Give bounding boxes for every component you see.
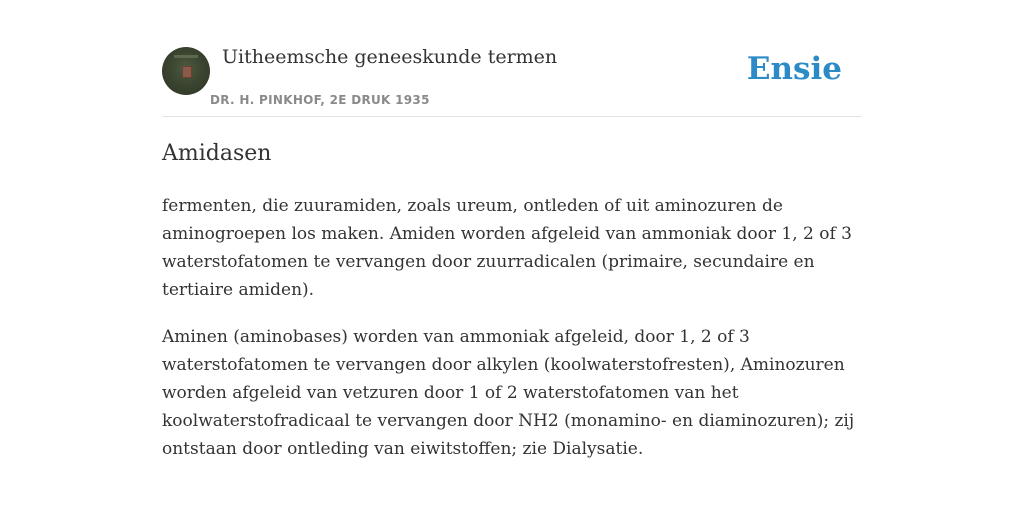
- entry-definition: [162, 192, 862, 482]
- definition-paragraph: Aminen (aminobases) worden van ammoniak afgeleid, door 1, 2 of 3 waterstofatomen te vervangen door alkylen (koolwaterstofresten), Aminozuren worden afgeleid van vetzuren door 1 of 2 waterstofatomen van het koolwaterstofradicaal te vervangen door NH2 (monamino- en diaminozuren); zij ontstaan door ontleding van eiwitstoffen; zie Dialysatie.: [162, 327, 855, 459]
- cover-emblem: [182, 66, 192, 78]
- source-header: [162, 45, 862, 117]
- source-title[interactable]: Uitheemsche geneeskunde termen: [222, 46, 558, 68]
- source-cover-avatar[interactable]: [162, 47, 210, 95]
- entry-term-heading: Amidasen: [162, 141, 272, 166]
- ensie-logo-link[interactable]: Ensie: [746, 51, 842, 87]
- source-author: DR. H. PINKHOF, 2E DRUK 1935: [210, 93, 430, 107]
- cover-title-strip: [174, 55, 198, 58]
- definition-paragraph: fermenten, die zuuramiden, zoals ureum, ontleden of uit aminozuren de aminogroepen los maken. Amiden worden afgeleid van ammoniak door 1, 2 of 3 waterstofatomen te vervangen door zuurradicalen (primaire, secundaire en tertiaire amiden).: [162, 196, 852, 300]
